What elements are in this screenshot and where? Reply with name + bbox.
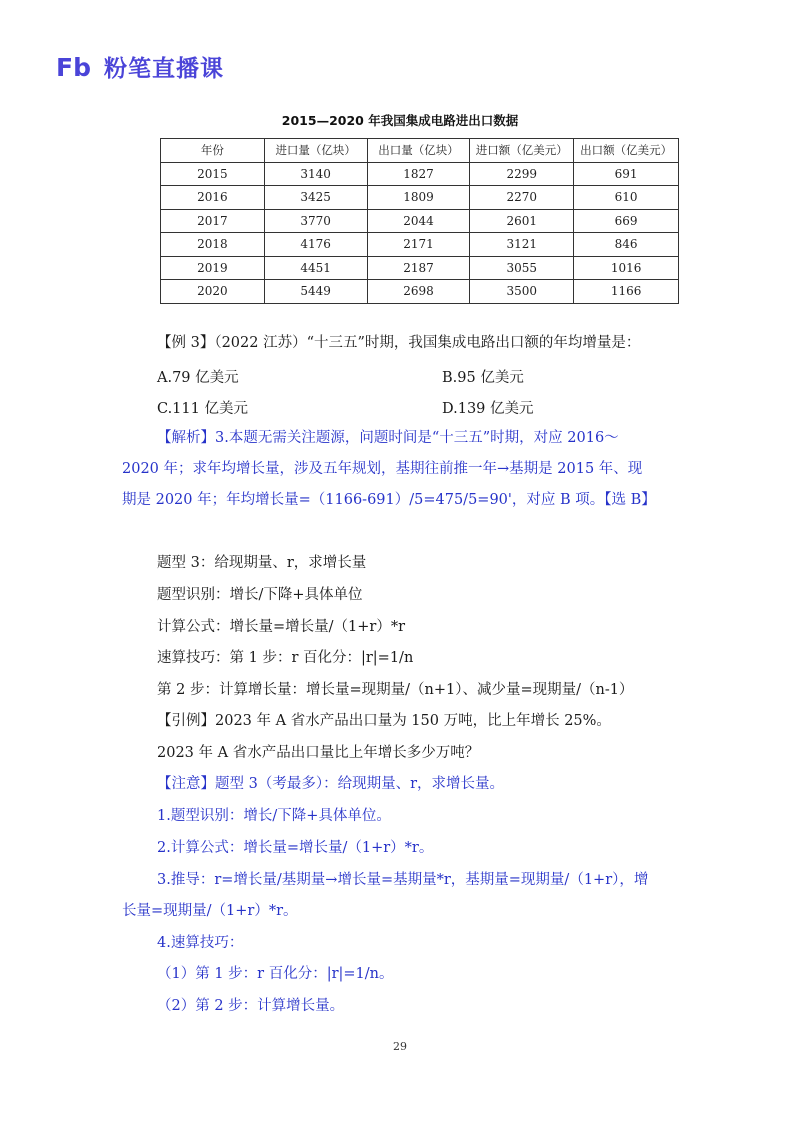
column-header: 出口量（亿块） <box>367 139 470 163</box>
table-cell: 1809 <box>367 186 470 210</box>
table-cell: 3770 <box>264 209 367 233</box>
table-title: 2015—2020 年我国集成电路进出口数据 <box>281 113 519 128</box>
table-cell: 2187 <box>367 256 470 280</box>
analysis-line: 期是 2020 年；年均增长量=（1166-691）/5=475/5=90'，对应 B 项。【选 B】 <box>122 492 656 508</box>
option-c: C.111 亿美元 <box>157 401 248 417</box>
brand-logo <box>56 50 224 83</box>
note-line: 3.推导：r=增长量/基期量→增长量=基期量*r，基期量=现期量/（1+r），增 <box>157 872 649 888</box>
table-cell: 3121 <box>470 233 574 257</box>
table-cell: 3500 <box>470 280 574 304</box>
table-cell: 691 <box>574 162 679 186</box>
table-cell: 2017 <box>161 209 265 233</box>
column-header: 出口额（亿美元） <box>574 139 679 163</box>
table-cell: 3055 <box>470 256 574 280</box>
table-cell: 846 <box>574 233 679 257</box>
table-cell: 1016 <box>574 256 679 280</box>
note-line: 4.速算技巧： <box>157 935 244 951</box>
analysis-line: 2020 年；求年均增长量，涉及五年规划，基期往前推一年→基期是 2015 年、现 <box>122 461 643 477</box>
table-cell: 2171 <box>367 233 470 257</box>
option-d: D.139 亿美元 <box>442 401 534 417</box>
table-cell: 2601 <box>470 209 574 233</box>
page-number: 29 <box>393 1040 407 1053</box>
type3-line: 题型 3：给现期量、r，求增长量 <box>157 555 367 571</box>
svg-text:Fb: Fb <box>56 53 91 80</box>
type3-line: 2023 年 A 省水产品出口量比上年增长多少万吨？ <box>157 745 480 761</box>
table-row <box>161 256 679 280</box>
type3-line: 速算技巧：第 1 步：r 百化分：|r|=1/n <box>157 650 414 666</box>
table-cell: 2018 <box>161 233 265 257</box>
table-cell: 4451 <box>264 256 367 280</box>
data-table <box>160 138 679 304</box>
table-row <box>161 233 679 257</box>
type3-line: 题型识别：增长/下降+具体单位 <box>157 587 363 603</box>
note-line: 【注意】题型 3（考最多）：给现期量、r，求增长量。 <box>157 776 505 792</box>
table-cell: 4176 <box>264 233 367 257</box>
table-cell: 610 <box>574 186 679 210</box>
option-a: A.79 亿美元 <box>157 370 239 386</box>
column-header: 年份 <box>161 139 265 163</box>
table-row <box>161 209 679 233</box>
brand-name: 粉笔直播课 <box>104 56 224 82</box>
table-header-row <box>161 139 679 163</box>
note-line: 长量=现期量/（1+r）*r。 <box>122 903 298 919</box>
table-cell: 2019 <box>161 256 265 280</box>
table-cell: 2016 <box>161 186 265 210</box>
column-header: 进口量（亿块） <box>264 139 367 163</box>
table-cell: 2698 <box>367 280 470 304</box>
table-row <box>161 162 679 186</box>
fb-logo-icon <box>56 54 94 80</box>
table-cell: 2299 <box>470 162 574 186</box>
type3-line: 【引例】2023 年 A 省水产品出口量为 150 万吨，比上年增长 25%。 <box>157 713 611 729</box>
table-row <box>161 186 679 210</box>
table-row <box>161 280 679 304</box>
table-cell: 669 <box>574 209 679 233</box>
table-cell: 2270 <box>470 186 574 210</box>
table-cell: 2020 <box>161 280 265 304</box>
note-line: 2.计算公式：增长量=增长量/（1+r）*r。 <box>157 840 434 856</box>
table-cell: 5449 <box>264 280 367 304</box>
option-b: B.95 亿美元 <box>442 370 524 386</box>
table-cell: 1166 <box>574 280 679 304</box>
note-line: （1）第 1 步：r 百化分：|r|=1/n。 <box>157 966 394 982</box>
type3-line: 计算公式：增长量=增长量/（1+r）*r <box>157 619 406 635</box>
table-cell: 3425 <box>264 186 367 210</box>
analysis-line: 【解析】3.本题无需关注题源，问题时间是“十三五”时期，对应 2016～ <box>157 430 619 446</box>
note-line: （2）第 2 步：计算增长量。 <box>157 998 345 1014</box>
question-stem: 【例 3】（2022 江苏）“十三五”时期，我国集成电路出口额的年均增量是： <box>157 335 641 351</box>
note-line: 1.题型识别：增长/下降+具体单位。 <box>157 808 391 824</box>
table-cell: 2015 <box>161 162 265 186</box>
type3-line: 第 2 步：计算增长量：增长量=现期量/（n+1）、减少量=现期量/（n-1） <box>157 682 634 698</box>
table-cell: 2044 <box>367 209 470 233</box>
table-cell: 3140 <box>264 162 367 186</box>
column-header: 进口额（亿美元） <box>470 139 574 163</box>
table-cell: 1827 <box>367 162 470 186</box>
